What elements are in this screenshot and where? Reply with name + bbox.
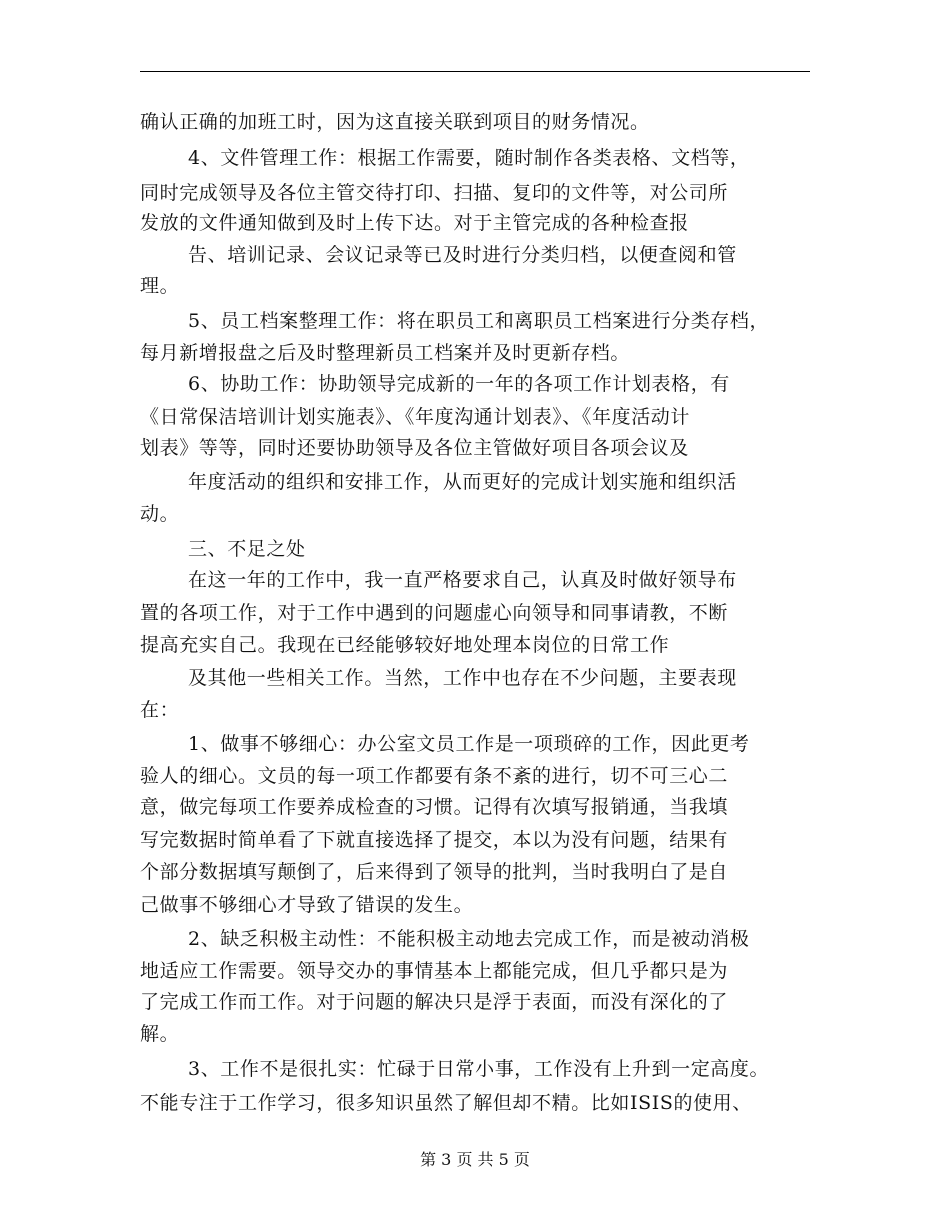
text-line: 确认正确的加班工时，因为这直接关联到项目的财务情况。 (140, 111, 650, 133)
text-line: 地适应工作需要。领导交办的事情基本上都能完成，但几乎都只是为 (140, 960, 729, 982)
text-line: 在： (140, 699, 180, 721)
page-number-footer (0, 1147, 950, 1170)
text-line: 1、做事不够细心：办公室文员工作是一项琐碎的工作，因此更考 (188, 733, 750, 755)
page-suffix: 页 (513, 1150, 530, 1169)
text-line: 3、工作不是很扎实：忙碌于日常小事，工作没有上升到一定高度。 (188, 1058, 770, 1080)
text-line: 划表》等等，同时还要协助领导及各位主管做好项目各项会议及 (140, 437, 689, 459)
text-line: 动。 (140, 503, 180, 525)
page-current: 3 (441, 1150, 452, 1169)
page-total: 5 (498, 1150, 509, 1169)
text-line: 验人的细心。文员的每一项工作都要有条不紊的进行，切不可三心二 (140, 765, 729, 787)
text-line: 意，做完每项工作要养成检查的习惯。记得有次填写报销通，当我填 (140, 796, 729, 818)
text-line: 5、员工档案整理工作：将在职员工和离职员工档案进行分类存档， (188, 310, 770, 332)
section-heading: 三、不足之处 (188, 538, 306, 560)
text-line: 提高充实自己。我现在已经能够较好地处理本岗位的日常工作 (140, 634, 670, 656)
text-line: 理。 (140, 275, 180, 297)
text-line: 年度活动的组织和安排工作，从而更好的完成计划实施和组织活 (188, 471, 737, 493)
text-line: 告、培训记录、会议记录等已及时进行分类归档，以便查阅和管 (188, 244, 737, 266)
text-line: 每月新增报盘之后及时整理新员工档案并及时更新存档。 (140, 342, 631, 364)
text-line: 《日常保洁培训计划实施表》、《年度沟通计划表》、《年度活动计 (140, 406, 691, 428)
text-line: 解。 (140, 1023, 180, 1045)
text-line: 及其他一些相关工作。当然，工作中也存在不少问题，主要表现 (188, 667, 737, 689)
text-line: 写完数据时简单看了下就直接选择了提交，本以为没有问题，结果有 (140, 829, 729, 851)
text-line: 4、文件管理工作：根据工作需要，随时制作各类表格、文档等， (188, 147, 750, 169)
text-line: 置的各项工作，对于工作中遇到的问题虚心向领导和同事请教，不断 (140, 602, 729, 624)
text-line: 了完成工作而工作。对于问题的解决只是浮于表面，而没有深化的了 (140, 991, 729, 1013)
page-prefix: 第 (420, 1150, 437, 1169)
header-rule (140, 71, 810, 72)
text-line: 2、缺乏积极主动性：不能积极主动地去完成工作，而是被动消极 (188, 928, 750, 950)
text-line: 同时完成领导及各位主管交待打印、扫描、复印的文件等，对公司所 (140, 182, 729, 204)
text-line: 在这一年的工作中，我一直严格要求自己，认真及时做好领导布 (188, 569, 737, 591)
text-line: 己做事不够细心才导致了错误的发生。 (140, 894, 474, 916)
text-line: 个部分数据填写颠倒了，后来得到了领导的批判，当时我明白了是自 (140, 861, 729, 883)
page-middle: 页 共 (456, 1150, 494, 1169)
text-line: 发放的文件通知做到及时上传下达。对于主管完成的各种检查报 (140, 212, 689, 234)
text-line: 不能专注于工作学习，很多知识虽然了解但却不精。比如ISIS的使用、 (140, 1092, 752, 1114)
text-line: 6、协助工作：协助领导完成新的一年的各项工作计划表格，有 (188, 373, 730, 395)
